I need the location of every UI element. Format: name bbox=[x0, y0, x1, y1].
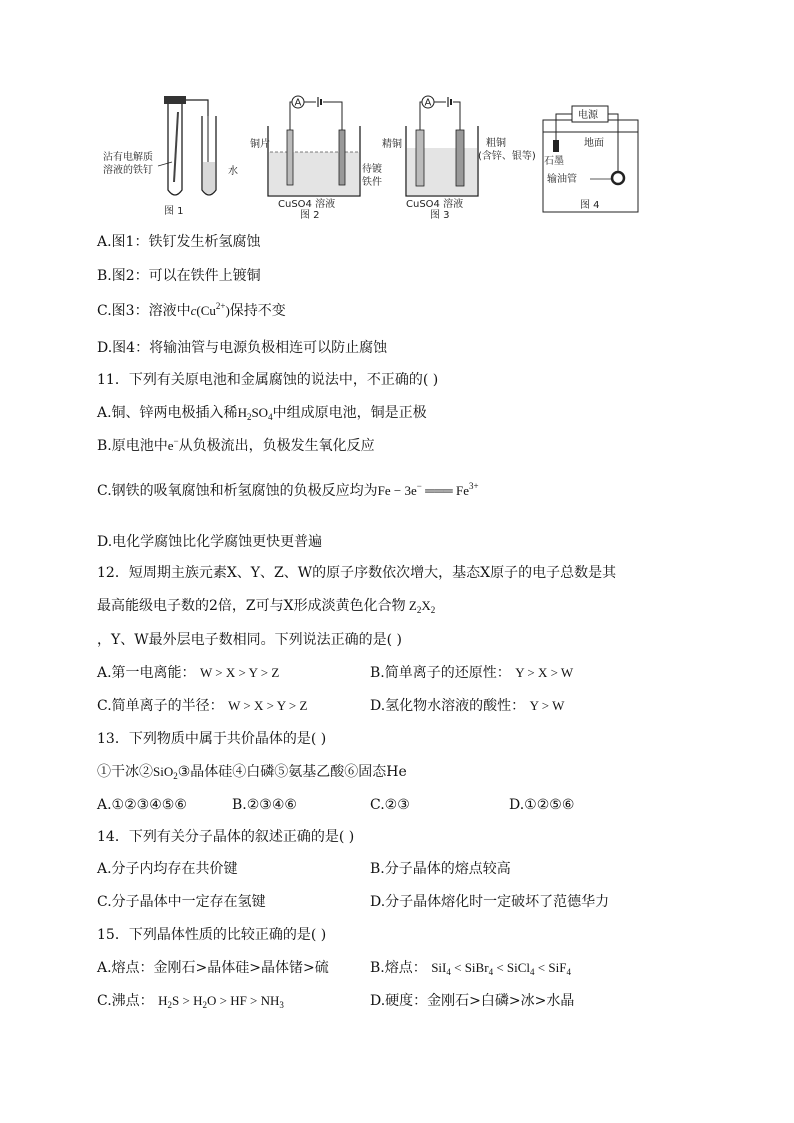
q12-option-a-prefix: A.第一电离能： bbox=[97, 665, 196, 681]
q14-stem: 14．下列有关分子晶体的叙述正确的是( ) bbox=[97, 829, 355, 845]
q12-stem-2 bbox=[97, 596, 435, 616]
q10-option-c-suffix: 保持不变 bbox=[229, 303, 286, 319]
q10-option-d: D.图4：将输油管与电源负极相连可以防止腐蚀 bbox=[97, 340, 388, 356]
q12-option-d bbox=[370, 696, 564, 716]
q11-option-a bbox=[97, 403, 427, 423]
fig4-caption: 图 4 bbox=[580, 200, 600, 211]
q12-stem-3: ，Y、W最外层电子数相同。下列说法正确的是( ) bbox=[97, 632, 403, 648]
q14-option-b: B.分子晶体的熔点较高 bbox=[370, 861, 511, 877]
figure-2 bbox=[250, 96, 382, 221]
copper-plate bbox=[287, 130, 293, 185]
iron-item bbox=[339, 130, 345, 185]
q12-option-b-prefix: B.简单离子的还原性： bbox=[370, 665, 511, 681]
q12-stem-2-text: 最高能级电子数的2倍，Z可与X形成淡黄色化合物 bbox=[97, 598, 406, 614]
q11-h2so4-formula: $H_2SO_4$ bbox=[237, 405, 273, 422]
q12-option-c-prefix: C.简单离子的半径： bbox=[97, 698, 224, 714]
q15-option-d: D.硬度：金刚石>白磷>冰>水晶 bbox=[370, 993, 575, 1009]
figure-1 bbox=[103, 96, 238, 217]
fig3-label-crude-1: 粗铜 bbox=[486, 138, 506, 149]
q15-option-c-prefix: C.沸点： bbox=[97, 993, 154, 1009]
q15-option-b-expr: SiI$_4$ < SiBr$_4$ < SiCl$_4$ < SiF$_4$ bbox=[431, 960, 571, 977]
q11-option-a-prefix: A.铜、锌两电极插入稀 bbox=[97, 405, 238, 421]
q10-option-c bbox=[97, 301, 286, 321]
fig3-label-crude-2: (含锌、银等) bbox=[478, 151, 536, 162]
fig4-label-graphite: 石墨 bbox=[544, 156, 564, 167]
q15-option-b bbox=[370, 958, 571, 978]
fig3-caption: 图 3 bbox=[430, 210, 450, 221]
fig2-label-solution: CuSO4 溶液 bbox=[278, 199, 336, 210]
fig2-label-copper: 铜片 bbox=[250, 139, 270, 150]
q15-option-c bbox=[97, 991, 284, 1011]
fig2-label-item-2: 铁件 bbox=[362, 177, 382, 188]
q12-option-a bbox=[97, 663, 279, 683]
q13-option-c: C.②③ bbox=[370, 797, 410, 813]
q10-option-a: A.图1：铁钉发生析氢腐蚀 bbox=[97, 234, 261, 250]
q12-option-b-expr: Y > X > W bbox=[515, 665, 574, 680]
fig4-label-power: 电源 bbox=[578, 110, 598, 121]
q13-items bbox=[97, 762, 407, 782]
q13-option-d: D.①②⑤⑥ bbox=[509, 797, 575, 813]
q15-option-b-prefix: B.熔点： bbox=[370, 960, 427, 976]
q13-items-part-2: ③晶体硅④白磷⑤氨基乙酸⑥固态He bbox=[177, 764, 407, 780]
fig3-label-solution: CuSO4 溶液 bbox=[406, 199, 464, 210]
q12-option-b bbox=[370, 663, 573, 683]
figure-3 bbox=[382, 96, 536, 221]
q11-option-b-suffix: 从负极流出，负极发生氧化反应 bbox=[178, 438, 375, 454]
q15-stem: 15．下列晶体性质的比较正确的是( ) bbox=[97, 927, 327, 943]
fig3-label-pure: 精铜 bbox=[382, 139, 402, 150]
fig3-ammeter-label: A bbox=[424, 97, 432, 109]
crude-copper bbox=[456, 130, 464, 186]
q11-electron-symbol: e− bbox=[167, 436, 179, 453]
q13-option-a: A.①②③④⑤⑥ bbox=[97, 797, 187, 813]
fig4-label-ground: 地面 bbox=[584, 138, 604, 149]
q11-option-d: D.电化学腐蚀比化学腐蚀更快更普遍 bbox=[97, 534, 323, 550]
pure-copper bbox=[416, 130, 424, 186]
q11-option-c-prefix: C.钢铁的吸氧腐蚀和析氢腐蚀的负极反应均为 bbox=[97, 483, 378, 499]
fig2-caption: 图 2 bbox=[300, 210, 320, 221]
fig2-label-item-1: 待镀 bbox=[362, 164, 382, 175]
q15-option-a: A.熔点：金刚石>晶体硅>晶体锗>硫 bbox=[97, 960, 329, 976]
q13-option-b: B.②③④⑥ bbox=[232, 797, 297, 813]
q14-option-d: D.分子晶体熔化时一定破坏了范德华力 bbox=[370, 894, 610, 910]
fig4-label-pipe: 输油管 bbox=[547, 174, 577, 185]
graphite-electrode bbox=[553, 140, 559, 152]
iron-nail bbox=[174, 112, 178, 182]
q12-option-c bbox=[97, 696, 307, 716]
q13-stem: 13．下列物质中属于共价晶体的是( ) bbox=[97, 731, 327, 747]
q12-option-d-expr: Y > W bbox=[529, 698, 565, 713]
q14-option-a: A.分子内均存在共价键 bbox=[97, 861, 238, 877]
q10-cu-concentration: $c(Cu^{2+})$ bbox=[190, 301, 230, 318]
fig1-caption: 图 1 bbox=[164, 206, 184, 217]
q11-option-b-prefix: B.原电池中 bbox=[97, 438, 168, 454]
q12-z2x2-formula: $Z_2X_2$ bbox=[405, 598, 436, 615]
q12-option-d-prefix: D.氢化物水溶液的酸性： bbox=[370, 698, 526, 714]
q10-option-b: B.图2：可以在铁件上镀铜 bbox=[97, 268, 261, 284]
q11-option-b bbox=[97, 436, 375, 456]
fig2-ammeter-label: A bbox=[294, 97, 302, 109]
q11-anode-equation: Fe − 3e− ═══ $Fe^{3+}$ bbox=[377, 481, 479, 498]
fig1-label-nail-2: 溶液的铁钉 bbox=[103, 165, 153, 176]
q13-items-part-1: ①干冰② bbox=[97, 764, 153, 780]
q10-option-c-prefix: C.图3：溶液中 bbox=[97, 303, 191, 319]
q11-stem: 11．下列有关原电池和金属腐蚀的说法中，不正确的( ) bbox=[97, 372, 439, 388]
fig1-label-nail-1: 沾有电解质 bbox=[103, 152, 153, 163]
q13-sio2-formula: SiO$_2$ bbox=[153, 764, 178, 781]
q12-stem-1: 12．短周期主族元素X、Y、Z、W的原子序数依次增大，基态X原子的电子总数是其 bbox=[97, 565, 617, 581]
q12-option-a-expr: W > X > Y > Z bbox=[200, 665, 280, 680]
q12-option-c-expr: W > X > Y > Z bbox=[228, 698, 308, 713]
figure-4 bbox=[543, 106, 638, 212]
q11-option-c bbox=[97, 481, 479, 501]
q14-option-c: C.分子晶体中一定存在氢键 bbox=[97, 894, 266, 910]
electrochemistry-figures bbox=[103, 92, 650, 222]
q11-option-a-suffix: 中组成原电池，铜是正极 bbox=[272, 405, 427, 421]
fig1-label-water: 水 bbox=[228, 166, 238, 177]
q15-option-c-expr: $H_2S > H_2O$ > HF > $NH_3$ bbox=[158, 993, 284, 1010]
